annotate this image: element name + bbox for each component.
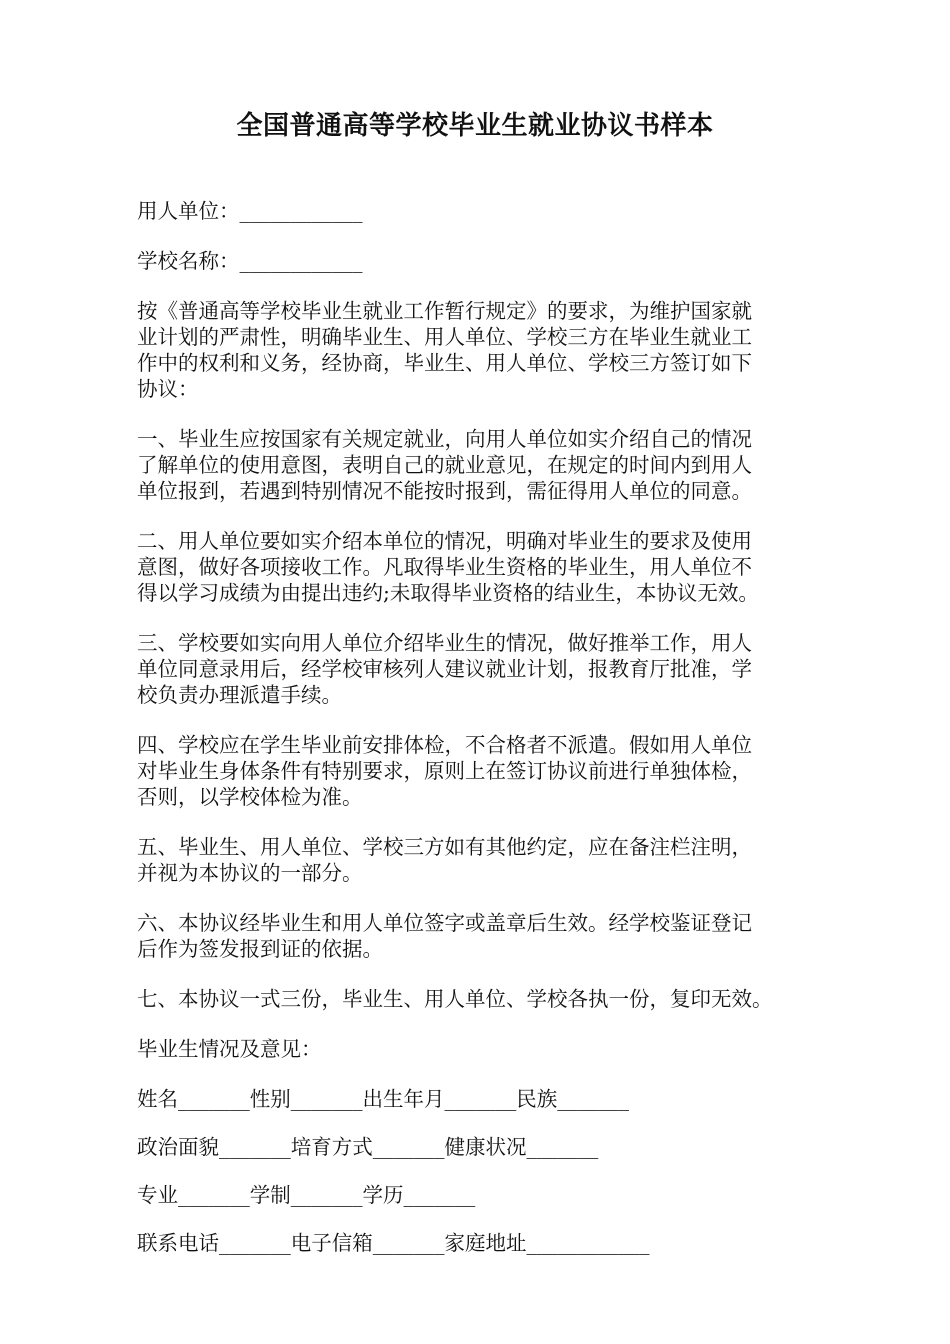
school-blank: ____________ [239,249,363,273]
text-line: 对毕业生身体条件有特别要求，原则上在签订协议前进行单独体检， [137,759,752,783]
field-label-health: 健康状况 [444,1135,527,1159]
text-line: 三、学校要如实向用人单位介绍毕业生的情况，做好推举工作，用人 [137,631,752,655]
clause-1 [137,426,827,504]
field-label-degree: 学历 [362,1183,404,1207]
field-label-major: 专业 [137,1183,178,1207]
blank-gender: _______ [290,1087,363,1111]
school-field [137,248,827,274]
graduate-heading-text: 毕业生情况及意见： [137,1037,322,1061]
text-line: 后作为签发报到证的依据。 [137,937,383,961]
text-line: 单位同意录用后，经学校审核列人建议就业计划，报教育厅批准，学 [137,657,752,681]
text-line: 六、本协议经毕业生和用人单位签字或盖章后生效。经学校鉴证登记 [137,911,752,935]
clause-2 [137,528,827,606]
blank-email: _______ [372,1231,445,1255]
employer-blank: ____________ [239,199,363,223]
form-row-education [137,1182,827,1208]
employer-label: 用人单位： [137,199,240,223]
form-row-status [137,1134,827,1160]
document-body [137,198,827,1278]
text-line: 并视为本协议的一部分。 [137,861,363,885]
blank-degree: _______ [403,1183,476,1207]
document-title: 全国普通高等学校毕业生就业协议书样本 [236,111,714,141]
text-line: 单位报到，若遇到特别情况不能按时报到，需征得用人单位的同意。 [137,479,752,503]
clause-6 [137,910,827,962]
field-label-address: 家庭地址 [444,1231,527,1255]
field-label-phone: 联系电话 [137,1231,219,1255]
text-line: 得以学习成绩为由提出违约;未取得毕业资格的结业生，本协议无效。 [137,581,759,605]
blank-duration: _______ [290,1183,363,1207]
text-line: 一、毕业生应按国家有关规定就业，向用人单位如实介绍自己的情况 [137,427,752,451]
field-label-email: 电子信箱 [290,1231,373,1255]
blank-health: _______ [526,1135,599,1159]
field-label-duration: 学制 [249,1183,291,1207]
blank-major: _______ [178,1183,250,1207]
employer-field [137,198,827,224]
text-line: 协议： [137,377,199,401]
school-label: 学校名称： [137,249,240,273]
form-row-basic-info [137,1086,827,1112]
form-row-contact [137,1230,827,1256]
clause-5 [137,834,827,886]
field-label-ethnicity: 民族 [516,1087,558,1111]
field-label-training: 培育方式 [290,1135,373,1159]
field-label-name: 姓名 [137,1087,178,1111]
text-line: 意图，做好各项接收工作。凡取得毕业生资格的毕业生，用人单位不 [137,555,752,579]
blank-name: _______ [178,1087,250,1111]
blank-phone: _______ [219,1231,291,1255]
text-line: 作中的权利和义务，经协商，毕业生、用人单位、学校三方签订如下 [137,351,752,375]
blank-ethnicity: _______ [557,1087,629,1111]
text-line: 七、本协议一式三份，毕业生、用人单位、学校各执一份，复印无效。 [137,987,773,1011]
clause-3 [137,630,827,708]
intro-paragraph [137,298,827,402]
text-line: 五、毕业生、用人单位、学校三方如有其他约定，应在备注栏注明， [137,835,752,859]
text-line: 校负责办理派遣手续。 [137,683,342,707]
blank-training: _______ [372,1135,445,1159]
blank-address: ____________ [526,1231,650,1255]
field-label-political: 政治面貌 [137,1135,219,1159]
clause-7 [137,986,827,1012]
blank-birth: _______ [444,1087,517,1111]
graduate-section-heading [137,1036,827,1062]
text-line: 否则，以学校体检为准。 [137,785,363,809]
field-label-birth: 出生年月 [362,1087,445,1111]
text-line: 二、用人单位要如实介绍本单位的情况，明确对毕业生的要求及使用 [137,529,752,553]
field-label-gender: 性别 [249,1087,291,1111]
clause-4 [137,732,827,810]
blank-political: _______ [219,1135,291,1159]
text-line: 业计划的严肃性，明确毕业生、用人单位、学校三方在毕业生就业工 [137,325,752,349]
text-line: 按《普通高等学校毕业生就业工作暂行规定》的要求，为维护国家就 [137,299,752,323]
text-line: 四、学校应在学生毕业前安排体检，不合格者不派遣。假如用人单位 [137,733,752,757]
text-line: 了解单位的使用意图，表明自己的就业意见，在规定的时间内到用人 [137,453,752,477]
